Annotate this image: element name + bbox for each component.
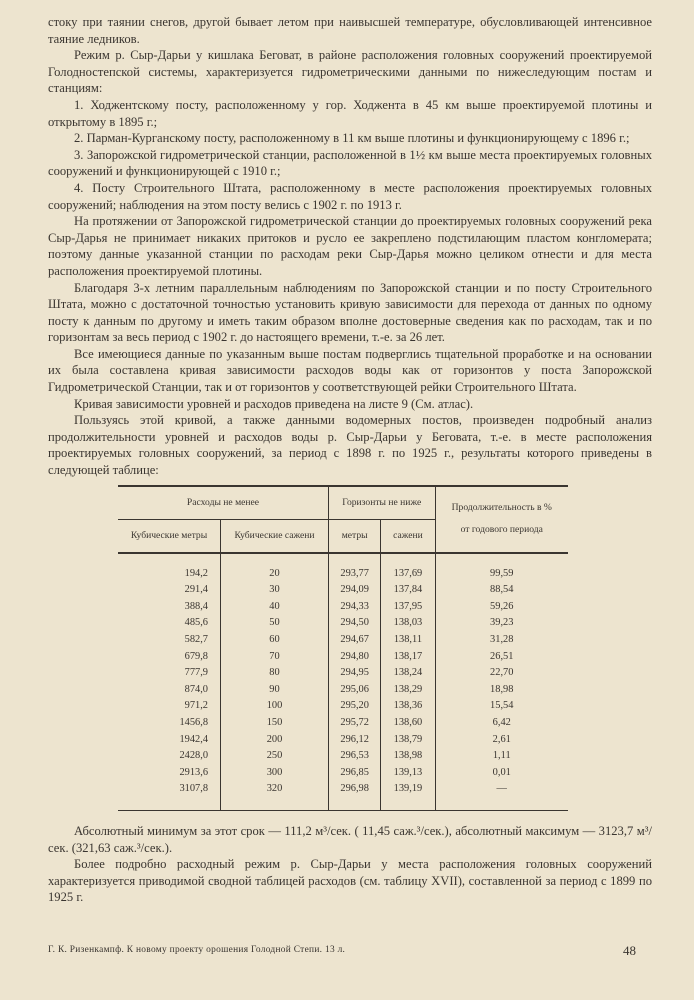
- table-row: [118, 765, 568, 782]
- table-cell: 294,09: [328, 582, 380, 599]
- table-cell: 31,28: [435, 632, 568, 649]
- table-cell: 88,54: [435, 582, 568, 599]
- table-cell: 138,36: [381, 698, 435, 715]
- table-cell: 194,2: [184, 567, 209, 579]
- table-cell: 1456,8: [179, 716, 209, 728]
- paragraph: Благодаря 3-х летним параллельным наблюдениям по Запорожской станции и по посту Строительного Штата, можно с достаточной точностью установить кривую зависимости для перехода от данных по одному посту к данным по другому и иметь таким образом вполне достоверные сведения как по расходам, так и по горизонтам за весь период с 1902 г. до настоящего времени, т.-е. за 26 лет.: [48, 280, 652, 345]
- table-cell: 294,95: [328, 665, 380, 682]
- header-duration-title: Продолжительность в %: [451, 502, 552, 514]
- paragraph: стоку при таянии снегов, другой бывает летом при наивысшей температуре, обусловливающей интенсивное таяние ледников.: [48, 15, 652, 46]
- table-cell: 59,26: [435, 599, 568, 616]
- table-body: [118, 553, 568, 811]
- table-cell: 971,2: [184, 700, 209, 712]
- header-duration-sub: от годового периода: [460, 524, 543, 536]
- table-cell: 39,23: [435, 615, 568, 632]
- table-cell: 296,85: [328, 765, 380, 782]
- table-cell: 138,24: [381, 665, 435, 682]
- table-cell: 295,72: [328, 715, 380, 732]
- table-cell: 40: [221, 599, 329, 616]
- table-cell: 1942,4: [179, 733, 209, 745]
- table-cell: 139,19: [381, 781, 435, 798]
- table-row: [118, 599, 568, 616]
- list-item: 3. Запорожской гидрометрической станции, расположенной в 1½ км выше места проектируемых головных сооружений и функционирующей с 1910 г.;: [48, 147, 652, 179]
- table-cell: 15,54: [435, 698, 568, 715]
- table-row: [118, 732, 568, 749]
- table-cell: 99,59: [435, 566, 568, 583]
- table-cell: 138,98: [381, 748, 435, 765]
- paragraph: На протяжении от Запорожской гидрометрической станции до проектируемых головных сооружений река Сыр-Дарья не принимает никаких притоков и русло ее закреплено подстилающим пластом конгломерата; поэтому данные указанной станции по расходам реки Сыр-Дарья можно целиком отнести и для места расположения проектируемой плотины.: [48, 214, 652, 278]
- list-item: 1. Ходжентскому посту, расположенному у гор. Ходжента в 45 км выше проектируемой плотины и открытому в 1895 г.;: [48, 97, 652, 129]
- table-cell: 1,11: [435, 748, 568, 765]
- table-row: [118, 781, 568, 798]
- table-cell: 137,95: [381, 599, 435, 616]
- table-cell: 137,69: [381, 566, 435, 583]
- table-cell: 26,51: [435, 649, 568, 666]
- table-cell: 2913,6: [179, 766, 209, 778]
- page-body: [48, 14, 652, 906]
- table-cell: 250: [221, 748, 329, 765]
- table-cell: 2428,0: [179, 750, 209, 762]
- table-cell: 137,84: [381, 582, 435, 599]
- table-row: [118, 698, 568, 715]
- table-cell: 138,79: [381, 732, 435, 749]
- table-cell: 90: [221, 682, 329, 699]
- table-cell: 150: [221, 715, 329, 732]
- table-row: [118, 748, 568, 765]
- paragraph: Все имеющиеся данные по указанным выше постам подверглись тщательной проработке и на основании их была составлена кривая зависимости расходов воды как от горизонтов у поста Запорожской Гидрометрической Станции, так и от горизонтов у соответствующей рейки Строительного Штата.: [48, 346, 652, 395]
- table-cell: 2,61: [435, 732, 568, 749]
- table-cell: 18,98: [435, 682, 568, 699]
- table-row: [118, 615, 568, 632]
- table-cell: 679,8: [184, 650, 209, 662]
- table-row: [118, 715, 568, 732]
- header-discharge: Расходы не менее: [118, 486, 328, 520]
- text-after-table: [48, 823, 652, 906]
- table-cell: 3107,8: [179, 783, 209, 795]
- header-horizon: Горизонты не ниже: [328, 486, 435, 520]
- header-cubic-m: Кубические метры: [118, 519, 221, 553]
- header-sazheni: сажени: [381, 519, 435, 553]
- list-item: 2. Парман-Курганскому посту, расположенному в 11 км выше плотины и функционирующему с 1896 г.;: [74, 131, 630, 146]
- table-row: [118, 682, 568, 699]
- paragraph: Кривая зависимости уровней и расходов приведена на листе 9 (См. атлас).: [74, 396, 474, 411]
- duration-table: [118, 485, 568, 811]
- paragraph: Абсолютный минимум за этот срок — 111,2 м³/сек. ( 11,45 саж.³/сек.), абсолютный максимум — 3123,7 м³/сек. (321,63 саж.³/сек.).: [48, 823, 652, 855]
- table-row: [118, 566, 568, 583]
- table-cell: 294,67: [328, 632, 380, 649]
- table-row: [118, 582, 568, 599]
- table-cell: —: [435, 781, 568, 798]
- table-cell: 300: [221, 765, 329, 782]
- page-number: 48: [623, 943, 636, 958]
- table-cell: 138,60: [381, 715, 435, 732]
- header-duration: [435, 486, 568, 553]
- table-cell: 20: [221, 566, 329, 583]
- table-cell: 777,9: [184, 667, 209, 679]
- table-cell: 6,42: [435, 715, 568, 732]
- table-cell: 296,98: [328, 781, 380, 798]
- table-row: [118, 665, 568, 682]
- table-cell: 30: [221, 582, 329, 599]
- table-cell: 294,50: [328, 615, 380, 632]
- table-cell: 294,80: [328, 649, 380, 666]
- table-cell: 138,29: [381, 682, 435, 699]
- table-cell: 100: [221, 698, 329, 715]
- table-cell: 138,17: [381, 649, 435, 666]
- header-cubic-sazh: Кубические сажени: [221, 519, 329, 553]
- table-row: [118, 649, 568, 666]
- page-footer: Г. К. Ризенкампф. К новому проекту орошения Голодной Степи. 13 л.: [48, 945, 346, 955]
- header-meters: метры: [328, 519, 380, 553]
- table-cell: 295,06: [328, 682, 380, 699]
- table-row: [118, 632, 568, 649]
- table-cell: 50: [221, 615, 329, 632]
- table-cell: 200: [221, 732, 329, 749]
- table-cell: 138,03: [381, 615, 435, 632]
- table-cell: 294,33: [328, 599, 380, 616]
- list-item: 4. Посту Строительного Штата, расположенному в месте расположения проектируемых головных сооружений; наблюдения на этом посту велись с 1902 г. по 1913 г.: [48, 180, 652, 212]
- table-cell: 295,20: [328, 698, 380, 715]
- table-cell: 60: [221, 632, 329, 649]
- paragraph: Режим р. Сыр-Дарьи у кишлака Беговат, в районе расположения головных сооружений проектируемой Голодностепской системы, характеризуется гидрометрическими данными по нижеследующим постам и станциям:: [48, 48, 652, 96]
- paragraph: Пользуясь этой кривой, а также данными водомерных постов, произведен подробный анализ продолжительности уровней и расходов воды р. Сыр-Дарьи у Беговата, т.-е. в месте расположения проектируемых головных сооружений, за период с 1898 г. по 1925 г., результаты которого приведены в следующей таблице:: [48, 413, 652, 478]
- paragraph: Более подробно расходный режим р. Сыр-Дарьи у места расположения головных сооружений характеризуется приводимой сводной таблицей расходов (см. таблицу XVII), составленной за период с 1899 по 1925 г.: [48, 857, 652, 905]
- table-cell: 291,4: [184, 584, 209, 596]
- table-cell: 70: [221, 649, 329, 666]
- table-cell: 582,7: [184, 634, 209, 645]
- table-cell: 388,4: [184, 600, 209, 612]
- table-cell: 138,11: [381, 632, 435, 649]
- table-cell: 485,6: [184, 617, 209, 629]
- table-cell: 139,13: [381, 765, 435, 782]
- table-cell: 874,0: [184, 683, 209, 695]
- table-cell: 22,70: [435, 665, 568, 682]
- table-cell: 80: [221, 665, 329, 682]
- table-cell: 296,53: [328, 748, 380, 765]
- table-cell: 296,12: [328, 732, 380, 749]
- table-cell: 0,01: [435, 765, 568, 782]
- duration-table-wrapper: [118, 485, 568, 811]
- table-cell: 293,77: [328, 566, 380, 583]
- table-cell: 320: [221, 781, 329, 798]
